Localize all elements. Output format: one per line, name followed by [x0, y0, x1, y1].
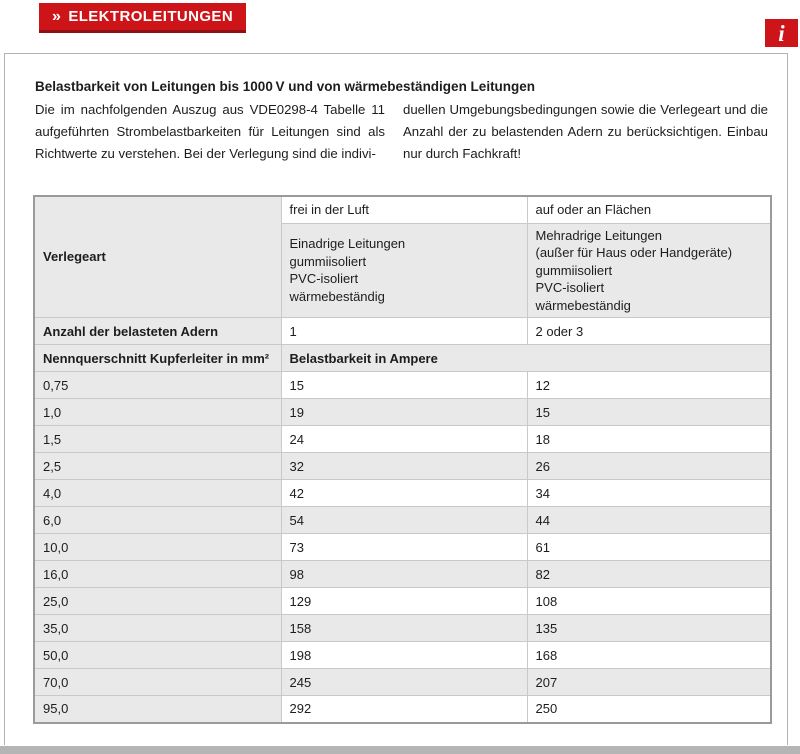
cell-ampere-flaechen: 18	[527, 426, 771, 453]
cell-ampere-flaechen: 207	[527, 669, 771, 696]
intro-heading: Belastbarkeit von Leitungen bis 1000 V und von wärmebeständigen Leitungen	[35, 79, 536, 94]
page-frame-right-line	[787, 53, 788, 745]
header-line: gummiisoliert	[289, 253, 367, 269]
cell-ampere-flaechen: 61	[527, 534, 771, 561]
cell-mm2: 2,5	[34, 453, 281, 480]
intro-paragraph-right: duellen Umgebungsbedingungen sowie die Verlegeart und die Anzahl der zu belastenden Adern zu berücksichtigen. Einbau nur durch Fachkraft!	[403, 102, 768, 161]
header-einadrige-leitungen	[281, 223, 527, 318]
header-verlegeart: Verlegeart	[34, 196, 281, 318]
header-frei-in-der-luft: frei in der Luft	[281, 196, 527, 223]
table-row	[34, 480, 771, 507]
cell-ampere-flaechen: 26	[527, 453, 771, 480]
header-auf-oder-an-flaechen: auf oder an Flächen	[527, 196, 771, 223]
value-anzahl-flaechen: 2 oder 3	[527, 318, 771, 345]
cell-ampere-frei: 15	[281, 372, 527, 399]
header-nennquerschnitt: Nennquerschnitt Kupferleiter in mm²	[34, 345, 281, 372]
section-title: ELEKTROLEITUNGEN	[68, 8, 234, 25]
cell-ampere-frei: 19	[281, 399, 527, 426]
table-row	[34, 196, 771, 223]
info-icon-glyph: i	[778, 20, 785, 46]
header-line: Mehradrige Leitungen	[535, 227, 662, 243]
cell-mm2: 4,0	[34, 480, 281, 507]
header-line: Einadrige Leitungen	[289, 236, 406, 252]
cell-ampere-flaechen: 82	[527, 561, 771, 588]
cell-ampere-flaechen: 12	[527, 372, 771, 399]
section-banner	[39, 3, 246, 33]
cell-ampere-flaechen: 135	[527, 615, 771, 642]
value-anzahl-frei: 1	[281, 318, 527, 345]
header-line: (außer für Haus oder Handgeräte)	[535, 245, 733, 260]
table-row	[34, 561, 771, 588]
cell-mm2: 25,0	[34, 588, 281, 615]
table-row	[34, 399, 771, 426]
cell-ampere-frei: 73	[281, 534, 527, 561]
cell-mm2: 1,5	[34, 426, 281, 453]
cell-ampere-frei: 245	[281, 669, 527, 696]
table-row	[34, 534, 771, 561]
table-row	[34, 642, 771, 669]
header-line: PVC-isoliert	[535, 280, 605, 295]
cell-ampere-flaechen: 15	[527, 399, 771, 426]
table-row	[34, 669, 771, 696]
cell-ampere-frei: 292	[281, 696, 527, 723]
header-anzahl-adern: Anzahl der belasteten Adern	[34, 318, 281, 345]
cell-ampere-frei: 24	[281, 426, 527, 453]
table-row	[34, 507, 771, 534]
cell-mm2: 16,0	[34, 561, 281, 588]
info-icon	[765, 19, 798, 47]
header-mehradrige-leitungen	[527, 223, 771, 318]
cell-ampere-flaechen: 250	[527, 696, 771, 723]
cell-mm2: 6,0	[34, 507, 281, 534]
cell-ampere-frei: 98	[281, 561, 527, 588]
cell-ampere-frei: 42	[281, 480, 527, 507]
table-row	[34, 453, 771, 480]
cell-ampere-frei: 158	[281, 615, 527, 642]
table-row	[34, 696, 771, 723]
cell-mm2: 70,0	[34, 669, 281, 696]
table-row	[34, 345, 771, 372]
cell-ampere-frei: 32	[281, 453, 527, 480]
cell-mm2: 50,0	[34, 642, 281, 669]
table-row	[34, 615, 771, 642]
page-frame-top-line	[4, 53, 788, 54]
cell-ampere-frei: 129	[281, 588, 527, 615]
cell-mm2: 0,75	[34, 372, 281, 399]
table-row	[34, 588, 771, 615]
cell-mm2: 35,0	[34, 615, 281, 642]
cell-mm2: 10,0	[34, 534, 281, 561]
cell-mm2: 1,0	[34, 399, 281, 426]
table-row	[34, 372, 771, 399]
page-frame-left-line	[4, 53, 5, 745]
header-line: wärmebeständig	[535, 297, 631, 313]
header-line: wärmebeständig	[289, 288, 385, 304]
header-belastbarkeit-ampere: Belastbarkeit in Ampere	[281, 345, 771, 372]
cell-ampere-frei: 198	[281, 642, 527, 669]
table-row	[34, 426, 771, 453]
cell-ampere-flaechen: 168	[527, 642, 771, 669]
cell-ampere-flaechen: 44	[527, 507, 771, 534]
cell-ampere-flaechen: 108	[527, 588, 771, 615]
cell-ampere-flaechen: 34	[527, 480, 771, 507]
cell-ampere-frei: 54	[281, 507, 527, 534]
load-capacity-table	[33, 195, 772, 724]
cell-mm2: 95,0	[34, 696, 281, 723]
table-row	[34, 318, 771, 345]
header-line: PVC-isoliert	[289, 271, 359, 287]
header-line: gummiisoliert	[535, 262, 613, 278]
double-chevron-icon: »	[52, 7, 62, 25]
page-bottom-bar	[0, 746, 800, 754]
intro-paragraph-left: Die im nachfolgenden Auszug aus VDE0298-4 Tabelle 11 aufgeführten Strombelastbarkeiten für Leitungen sind als Richtwerte zu verstehen. Bei der Verlegung sind die indivi-	[35, 102, 385, 161]
